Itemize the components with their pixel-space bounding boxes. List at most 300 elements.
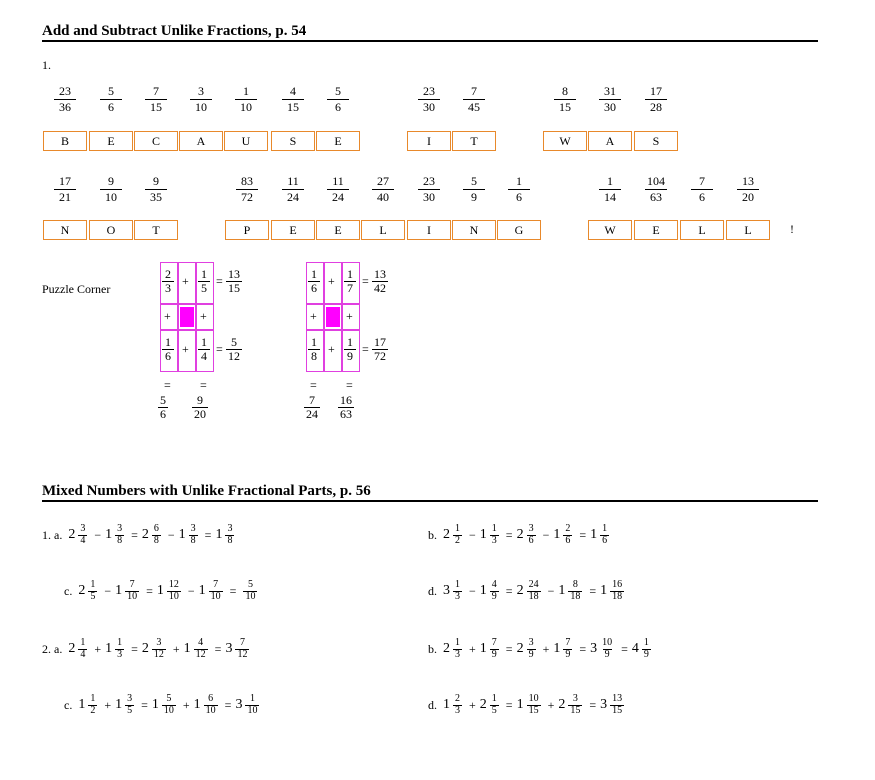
whole-number: 3 [225, 641, 233, 656]
denominator: 9 [528, 648, 534, 660]
numerator: 1 [243, 84, 249, 98]
letter-box: A [588, 131, 632, 151]
operator: − [469, 583, 476, 598]
denominator: 9 [344, 349, 356, 363]
denominator: 36 [54, 99, 76, 115]
numerator: 13 [742, 174, 754, 188]
letter-box: B [43, 131, 87, 151]
denominator: 3 [455, 704, 460, 716]
denominator: 30 [418, 99, 440, 115]
denominator: 15 [228, 280, 240, 295]
problem-label: d. [428, 697, 437, 712]
numerator: 3 [127, 693, 133, 704]
answer-fraction [736, 174, 760, 204]
numerator: 31 [604, 84, 616, 98]
fraction [527, 638, 536, 660]
numerator: 23 [59, 84, 71, 98]
fraction [490, 638, 499, 660]
answer-fraction [53, 174, 77, 204]
exclamation: ! [790, 222, 794, 236]
numerator: 1 [311, 267, 317, 281]
section2-title: Mixed Numbers with Unlike Fractional Parts, p. 56 [42, 483, 371, 499]
operator: − [104, 583, 112, 598]
numerator: 8 [562, 84, 568, 98]
numerator: 1 [455, 523, 460, 534]
whole-number: 2 [516, 641, 524, 656]
fraction [563, 524, 572, 546]
equals-sign: = [164, 378, 171, 392]
fraction [152, 638, 166, 660]
operator: − [542, 527, 550, 542]
denominator: 63 [645, 189, 667, 205]
denominator: 10 [127, 590, 138, 602]
numerator: 1 [347, 267, 353, 281]
problem-row [428, 629, 654, 669]
denominator: 45 [463, 99, 485, 115]
whole-number: 2 [443, 641, 450, 656]
letter-box: E [316, 220, 360, 240]
denominator: 4 [80, 534, 86, 546]
problem-label: b. [428, 641, 437, 656]
puzzle-fraction [162, 268, 174, 294]
equals-sign: = [362, 274, 369, 288]
denominator: 10 [163, 704, 174, 716]
denominator: 63 [340, 406, 352, 421]
denominator: 3 [491, 534, 497, 546]
operator: + [469, 697, 476, 712]
numerator: 104 [647, 174, 665, 188]
equals-sign: = [200, 378, 207, 392]
numerator: 2 [565, 523, 571, 534]
whole-number: 4 [631, 641, 639, 656]
answer-fraction [189, 84, 213, 114]
operator: = [224, 697, 232, 712]
letter-box: E [634, 220, 678, 240]
problem-row [428, 685, 627, 725]
denominator: 20 [194, 406, 206, 421]
denominator: 20 [737, 189, 759, 205]
numerator: 1 [347, 335, 353, 349]
numerator: 27 [377, 174, 389, 188]
operator: + [172, 641, 180, 656]
letter-box: U [224, 131, 268, 151]
denominator: 6 [508, 189, 530, 205]
fraction [152, 524, 161, 546]
letter-box: I [407, 131, 451, 151]
denominator: 10 [100, 189, 122, 205]
whole-number: 3 [600, 697, 608, 712]
operator: − [167, 527, 175, 542]
denominator: 10 [210, 590, 221, 602]
letter-box: L [680, 220, 724, 240]
fraction [490, 524, 499, 546]
plus-sign: + [200, 309, 207, 323]
numerator: 3 [572, 693, 578, 704]
problem-row [428, 571, 627, 611]
whole-number: 2 [141, 641, 149, 656]
problem-label: b. [428, 527, 437, 542]
numerator: 1 [249, 693, 255, 704]
equals-sign: = [346, 378, 353, 392]
numerator: 3 [227, 523, 233, 534]
mixed-problems [0, 505, 875, 775]
whole-number: 1 [443, 697, 450, 712]
magenta-square [326, 307, 340, 327]
numerator: 7 [213, 579, 219, 590]
numerator: 1 [201, 267, 207, 281]
answer-fraction [598, 174, 622, 204]
puzzle-fraction [308, 336, 320, 362]
numerator: 24 [528, 579, 539, 590]
denominator: 35 [145, 189, 167, 205]
whole-number: 1 [151, 697, 159, 712]
denominator: 24 [327, 189, 349, 205]
denominator: 15 [570, 704, 581, 716]
denominator: 8 [227, 534, 233, 546]
operator: = [141, 697, 148, 712]
operator: = [621, 641, 628, 656]
row1-fractions [0, 84, 875, 126]
fraction [167, 580, 181, 602]
fraction [568, 694, 582, 716]
denominator: 6 [565, 534, 571, 546]
denominator: 12 [237, 648, 248, 660]
whole-number: 1 [600, 583, 608, 598]
puzzle-column-result [192, 394, 208, 420]
whole-number: 1 [156, 583, 164, 598]
puzzle-fraction [198, 336, 210, 362]
numerator: 1 [117, 637, 123, 648]
numerator: 3 [117, 523, 123, 534]
section1-title: Add and Subtract Unlike Fractions, p. 54 [42, 23, 307, 39]
equals-sign: = [216, 342, 223, 356]
whole-number: 1 [115, 697, 123, 712]
fraction [527, 524, 536, 546]
answer-fraction [99, 174, 123, 204]
numerator: 10 [528, 693, 539, 704]
letter-box: P [225, 220, 269, 240]
numerator: 4 [290, 84, 296, 98]
denominator: 30 [599, 99, 621, 115]
denominator: 6 [162, 349, 174, 363]
answer-fraction [462, 84, 486, 114]
denominator: 72 [374, 348, 386, 363]
letter-box: E [316, 131, 360, 151]
denominator: 40 [372, 189, 394, 205]
puzzle-fraction [308, 268, 320, 294]
denominator: 4 [80, 648, 86, 660]
denominator: 30 [418, 189, 440, 205]
numerator: 11 [332, 174, 344, 188]
answer-fraction [462, 174, 486, 204]
fraction [600, 524, 609, 546]
denominator: 4 [198, 349, 210, 363]
denominator: 15 [554, 99, 576, 115]
denominator: 72 [236, 189, 258, 205]
puzzle-fraction [344, 336, 356, 362]
answer-fraction [281, 84, 305, 114]
operator: + [104, 697, 112, 712]
fraction [453, 580, 462, 602]
numerator: 2 [455, 693, 460, 704]
whole-number: 2 [141, 527, 149, 542]
numerator: 8 [572, 579, 578, 590]
letter-box: W [543, 131, 587, 151]
fraction [78, 638, 87, 660]
numerator: 13 [228, 267, 240, 281]
numerator: 7 [309, 393, 315, 407]
puzzle-result [372, 336, 388, 362]
letter-box: E [271, 220, 315, 240]
row1-letters [0, 131, 875, 153]
letter-box: N [452, 220, 496, 240]
plus-sign: + [182, 274, 189, 288]
fraction [125, 580, 139, 602]
fraction [642, 638, 651, 660]
whole-number: 2 [479, 697, 487, 712]
numerator: 4 [491, 579, 497, 590]
problem-row [42, 629, 252, 669]
numerator: 11 [287, 174, 299, 188]
denominator: 9 [491, 648, 497, 660]
denominator: 9 [604, 648, 610, 660]
operator: = [505, 583, 513, 598]
numerator: 7 [565, 637, 571, 648]
puzzle-left [160, 262, 280, 452]
operator: = [589, 697, 597, 712]
numerator: 7 [129, 579, 135, 590]
numerator: 1 [643, 637, 649, 648]
denominator: 21 [54, 189, 76, 205]
operator: = [505, 527, 513, 542]
whole-number: 2 [68, 641, 76, 656]
equals-sign: = [216, 274, 223, 288]
operator: − [547, 583, 555, 598]
whole-number: 1 [479, 527, 487, 542]
fraction [610, 694, 624, 716]
operator: + [542, 641, 550, 656]
whole-number: 1 [516, 697, 524, 712]
fraction [568, 580, 582, 602]
problem-label: 1. a. [42, 527, 63, 542]
whole-number: 1 [479, 583, 487, 598]
denominator: 9 [643, 648, 649, 660]
numerator: 1 [165, 335, 171, 349]
denominator: 9 [565, 648, 571, 660]
whole-number: 2 [558, 697, 566, 712]
numerator: 5 [160, 393, 166, 407]
answer-fraction [598, 84, 622, 114]
problem-label: 2. a. [42, 641, 63, 656]
answer-fraction [53, 84, 77, 114]
denominator: 10 [190, 99, 212, 115]
fraction [453, 694, 462, 716]
denominator: 6 [602, 534, 608, 546]
letter-box: W [588, 220, 632, 240]
denominator: 10 [235, 99, 257, 115]
operator: + [94, 641, 102, 656]
plus-sign: + [328, 342, 335, 356]
denominator: 18 [570, 590, 581, 602]
whole-number: 1 [78, 697, 86, 712]
operator: − [94, 527, 102, 542]
denominator: 2 [455, 534, 460, 546]
numerator: 83 [241, 174, 253, 188]
denominator: 2 [90, 704, 96, 716]
denominator: 42 [374, 280, 386, 295]
whole-number: 2 [516, 527, 524, 542]
whole-number: 2 [443, 527, 450, 542]
denominator: 5 [90, 590, 96, 602]
numerator: 7 [153, 84, 159, 98]
puzzle-column-result [158, 394, 168, 420]
denominator: 18 [528, 590, 539, 602]
denominator: 3 [455, 590, 460, 602]
whole-number: 1 [553, 527, 561, 542]
fraction [115, 524, 124, 546]
denominator: 12 [228, 348, 240, 363]
denominator: 24 [306, 406, 318, 421]
denominator: 10 [205, 704, 216, 716]
operator: = [204, 527, 212, 542]
whole-number: 1 [215, 527, 223, 542]
operator: = [505, 641, 513, 656]
denominator: 6 [327, 99, 349, 115]
problem-number: 1. [42, 58, 51, 72]
answer-fraction [234, 84, 258, 114]
denominator: 6 [528, 534, 534, 546]
denominator: 3 [117, 648, 123, 660]
fraction [245, 694, 259, 716]
letter-box: N [43, 220, 87, 240]
denominator: 6 [160, 406, 166, 421]
denominator: 10 [245, 590, 256, 602]
numerator: 1 [90, 693, 96, 704]
operator: = [505, 697, 513, 712]
operator: = [579, 641, 587, 656]
puzzle-corner-label: Puzzle Corner [42, 282, 111, 296]
operator: = [131, 641, 138, 656]
denominator: 8 [153, 534, 159, 546]
fraction [125, 694, 134, 716]
answer-fraction [417, 174, 441, 204]
puzzle-result [372, 268, 388, 294]
denominator: 15 [282, 99, 304, 115]
section1-rule [42, 40, 818, 42]
denominator: 8 [308, 349, 320, 363]
answer-fraction [99, 84, 123, 114]
fraction [162, 694, 176, 716]
numerator: 23 [423, 174, 435, 188]
numerator: 1 [201, 335, 207, 349]
denominator: 28 [645, 99, 667, 115]
puzzle-right [306, 262, 426, 452]
answer-fraction [371, 174, 395, 204]
numerator: 3 [528, 523, 534, 534]
whole-number: 2 [68, 527, 76, 542]
problem-row [42, 571, 260, 611]
numerator: 7 [491, 637, 497, 648]
numerator: 5 [247, 579, 253, 590]
letter-box: C [134, 131, 178, 151]
puzzle-fraction [344, 268, 356, 294]
answer-fraction [281, 174, 305, 204]
numerator: 3 [156, 637, 162, 648]
plus-sign: + [310, 309, 317, 323]
operator: = [146, 583, 153, 598]
denominator: 5 [198, 281, 210, 295]
numerator: 3 [190, 523, 196, 534]
denominator: 15 [612, 704, 623, 716]
numerator: 3 [528, 637, 534, 648]
problem-label: d. [428, 583, 437, 598]
numerator: 5 [166, 693, 172, 704]
puzzle-column-result [338, 394, 354, 420]
fraction [490, 694, 499, 716]
letter-box: S [634, 131, 678, 151]
numerator: 10 [602, 637, 613, 648]
denominator: 3 [455, 648, 460, 660]
denominator: 6 [308, 281, 320, 295]
whole-number: 1 [198, 583, 206, 598]
operator: = [579, 527, 587, 542]
fraction [115, 638, 124, 660]
operator: = [589, 583, 597, 598]
fraction [610, 580, 624, 602]
whole-number: 2 [78, 583, 86, 598]
letter-box: G [497, 220, 541, 240]
numerator: 9 [197, 393, 203, 407]
numerator: 9 [108, 174, 114, 188]
answer-fraction [644, 84, 668, 114]
numerator: 16 [612, 579, 623, 590]
numerator: 1 [491, 523, 497, 534]
numerator: 5 [231, 335, 237, 349]
numerator: 23 [423, 84, 435, 98]
numerator: 6 [153, 523, 159, 534]
equals-sign: = [362, 342, 369, 356]
numerator: 3 [198, 84, 204, 98]
whole-number: 1 [590, 527, 598, 542]
denominator: 3 [162, 281, 174, 295]
row2-letters [0, 220, 875, 242]
whole-number: 1 [105, 641, 113, 656]
fraction [243, 580, 257, 602]
fraction [88, 580, 97, 602]
whole-number: 1 [193, 697, 201, 712]
row2-fractions [0, 174, 875, 216]
fraction [204, 694, 218, 716]
plus-sign: + [182, 342, 189, 356]
fraction [600, 638, 614, 660]
operator: + [547, 697, 555, 712]
denominator: 5 [491, 704, 497, 716]
fraction [235, 638, 249, 660]
numerator: 17 [374, 335, 386, 349]
numerator: 5 [471, 174, 477, 188]
problem-row [42, 515, 237, 555]
numerator: 6 [208, 693, 214, 704]
fraction [225, 524, 234, 546]
whole-number: 1 [183, 641, 191, 656]
operator: = [229, 583, 237, 598]
numerator: 13 [374, 267, 386, 281]
section2-rule [42, 500, 818, 502]
denominator: 12 [195, 648, 206, 660]
numerator: 1 [80, 637, 86, 648]
denominator: 14 [599, 189, 621, 205]
whole-number: 3 [443, 583, 450, 598]
